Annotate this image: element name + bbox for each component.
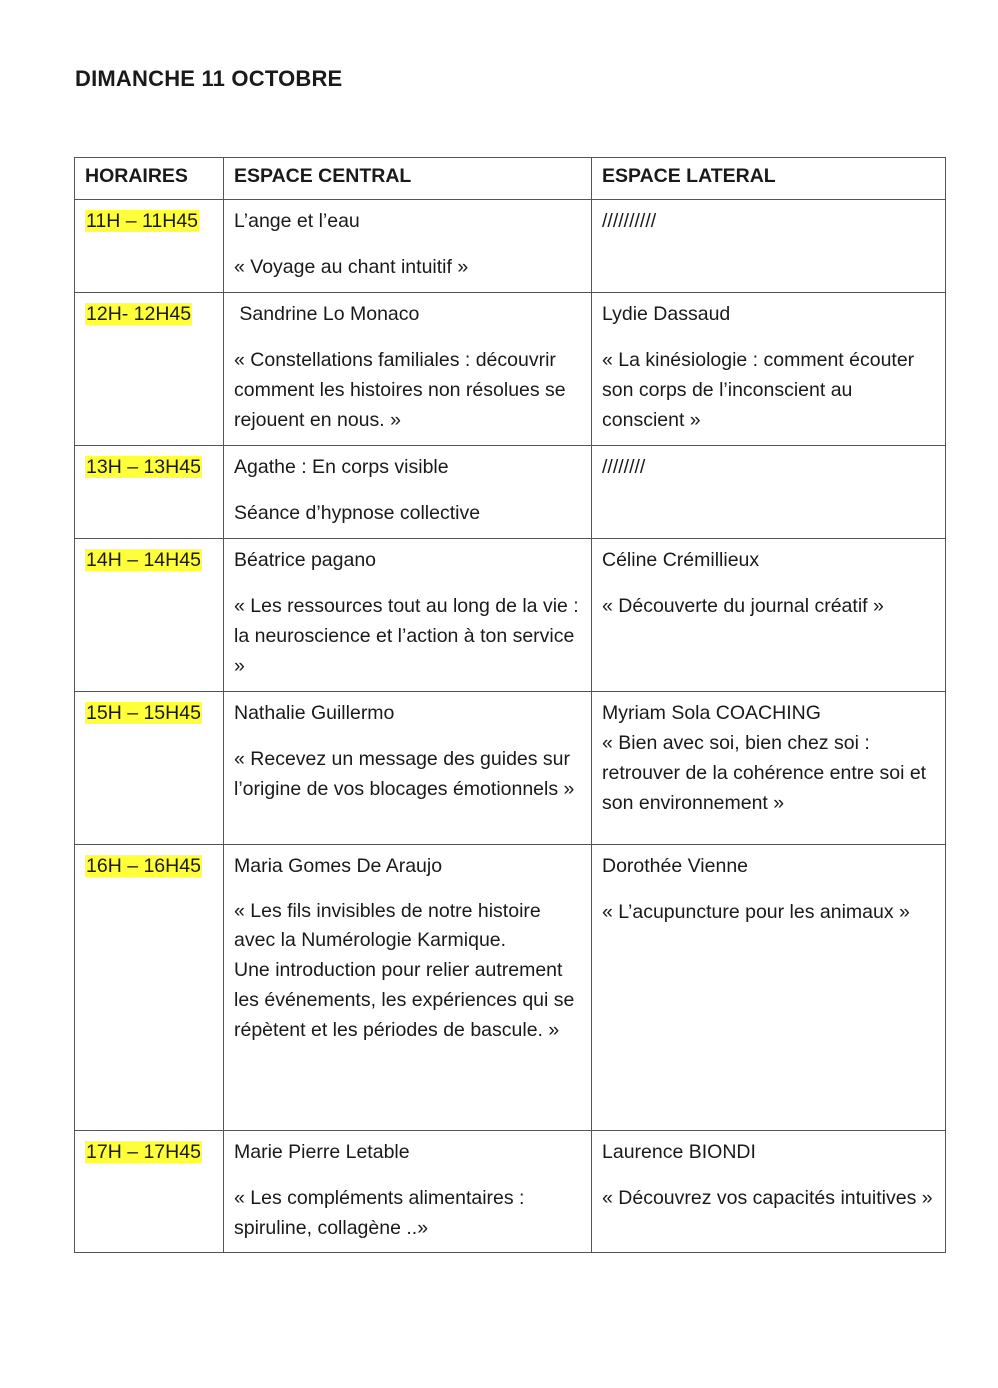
lateral-cell: [592, 1131, 946, 1253]
lateral-speaker: Laurence BIONDI: [602, 1141, 756, 1163]
time-slot: 11H – 11H45: [86, 210, 199, 232]
central-cell: [224, 845, 592, 1131]
table-row: [75, 539, 946, 692]
lateral-description: « Découvrez vos capacités intuitives »: [602, 1187, 933, 1209]
table-row: [75, 692, 946, 845]
header-espace-lateral: ESPACE LATERAL: [592, 158, 946, 200]
central-cell: [224, 293, 592, 446]
table-header-row: [75, 158, 946, 200]
central-description-line: Une introduction pour relier autrement les événements, les expériences qui se répètent et les périodes de bascule. »: [234, 959, 575, 1041]
time-cell: [75, 200, 224, 293]
central-speaker: Nathalie Guillermo: [234, 702, 395, 724]
lateral-description: « Découverte du journal créatif »: [602, 595, 884, 617]
central-speaker: L’ange et l’eau: [234, 210, 360, 232]
central-speaker: Sandrine Lo Monaco: [234, 303, 420, 325]
lateral-cell: [592, 446, 946, 539]
table-row: [75, 446, 946, 539]
lateral-cell: [592, 692, 946, 845]
central-description: « Recevez un message des guides sur l’origine de vos blocages émotionnels »: [234, 748, 575, 800]
time-cell: [75, 539, 224, 692]
time-slot: 16H – 16H45: [86, 855, 201, 877]
central-description: « Les ressources tout au long de la vie : la neuroscience et l’action à ton service »: [234, 595, 579, 677]
time-slot: 15H – 15H45: [86, 702, 201, 724]
central-speaker: Agathe : En corps visible: [234, 456, 449, 478]
time-cell: [75, 692, 224, 845]
time-slot: 14H – 14H45: [86, 549, 201, 571]
lateral-speaker: Lydie Dassaud: [602, 303, 731, 325]
central-cell: [224, 446, 592, 539]
time-cell: [75, 293, 224, 446]
lateral-description: « L’acupuncture pour les animaux »: [602, 901, 910, 923]
central-description: Séance d’hypnose collective: [234, 502, 481, 524]
time-slot: 17H – 17H45: [86, 1141, 201, 1163]
central-cell: [224, 692, 592, 845]
page-title: DIMANCHE 11 OCTOBRE: [75, 66, 343, 91]
lateral-speaker: Myriam Sola COACHING: [602, 702, 821, 724]
table-row: [75, 1131, 946, 1253]
time-cell: [75, 1131, 224, 1253]
lateral-description: « La kinésiologie : comment écouter son corps de l’inconscient au conscient »: [602, 349, 915, 431]
lateral-cell: [592, 845, 946, 1131]
central-description: « Constellations familiales : découvrir comment les histoires non résolues se rejouent en nous. »: [234, 349, 566, 431]
time-slot: 12H- 12H45: [86, 303, 192, 325]
time-cell: [75, 446, 224, 539]
lateral-description: « Bien avec soi, bien chez soi : retrouver de la cohérence entre soi et son environnement »: [602, 732, 927, 814]
table-row: [75, 845, 946, 1131]
central-speaker: Maria Gomes De Araujo: [234, 855, 443, 877]
lateral-speaker: Dorothée Vienne: [602, 855, 749, 877]
lateral-speaker: Céline Crémillieux: [602, 549, 760, 571]
central-description: « Voyage au chant intuitif »: [234, 256, 469, 278]
time-slot: 13H – 13H45: [86, 456, 201, 478]
schedule-table: [74, 157, 946, 1253]
central-speaker: Marie Pierre Letable: [234, 1141, 410, 1163]
lateral-cell: [592, 293, 946, 446]
central-description: « Les compléments alimentaires : spiruline, collagène ..»: [234, 1187, 525, 1239]
table-row: [75, 200, 946, 293]
header-espace-central: ESPACE CENTRAL: [224, 158, 592, 200]
central-cell: [224, 1131, 592, 1253]
central-cell: [224, 539, 592, 692]
central-cell: [224, 200, 592, 293]
central-description-line: avec la Numérologie Karmique.: [234, 929, 507, 951]
lateral-cell: [592, 200, 946, 293]
central-speaker: Béatrice pagano: [234, 549, 377, 571]
central-description-line: « Les fils invisibles de notre histoire: [234, 900, 541, 922]
lateral-speaker: ////////: [602, 456, 646, 478]
lateral-speaker: //////////: [602, 210, 657, 232]
lateral-cell: [592, 539, 946, 692]
time-cell: [75, 845, 224, 1131]
table-row: [75, 293, 946, 446]
header-horaires: HORAIRES: [75, 158, 224, 200]
